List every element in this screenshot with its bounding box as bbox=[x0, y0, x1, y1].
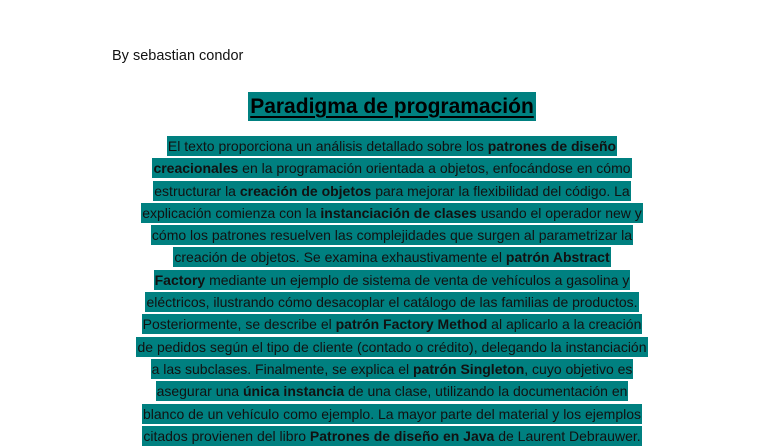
paragraph-line bbox=[0, 292, 784, 314]
title-container bbox=[0, 92, 784, 121]
highlighted-text bbox=[142, 426, 641, 446]
text-run: Posteriormente, se describe el bbox=[142, 316, 336, 333]
paragraph-line bbox=[0, 225, 784, 247]
paragraph-line bbox=[0, 247, 784, 269]
text-run: de pedidos según el tipo de cliente (contado o crédito), delegando la instanciación bbox=[137, 338, 647, 355]
paragraph-line bbox=[0, 314, 784, 336]
text-run: explicación comienza con la bbox=[142, 204, 321, 221]
paragraph-line bbox=[0, 426, 784, 448]
bold-term: creación de objetos bbox=[239, 182, 372, 199]
highlighted-text bbox=[136, 337, 647, 357]
highlighted-text bbox=[151, 359, 634, 379]
bold-term: patrón Singleton bbox=[413, 360, 525, 377]
paragraph-line bbox=[0, 158, 784, 180]
bold-term: Patrones de diseño en Java bbox=[309, 427, 495, 444]
bold-term: patrón Abstract bbox=[505, 249, 610, 266]
paragraph-line bbox=[0, 136, 784, 158]
highlighted-text bbox=[173, 247, 610, 267]
paragraph-line bbox=[0, 359, 784, 381]
bold-term: patrón Factory Method bbox=[335, 316, 488, 333]
text-run: a las subclases. Finalmente, se explica el bbox=[151, 360, 414, 377]
text-run: de Laurent Debrauwer. bbox=[494, 427, 641, 444]
paragraph-line bbox=[0, 181, 784, 203]
highlighted-text bbox=[154, 270, 631, 290]
highlighted-text bbox=[156, 381, 629, 401]
text-run: cómo los patrones resuelven las complejidades que surgen al parametrizar la bbox=[151, 227, 633, 244]
highlighted-text bbox=[145, 292, 638, 312]
text-run: de una clase, utilizando la documentación en bbox=[344, 383, 628, 400]
bold-term: única instancia bbox=[242, 383, 345, 400]
text-run: mediante un ejemplo de sistema de venta de vehículos a gasolina y bbox=[205, 271, 630, 288]
text-run: usando el operador new y bbox=[476, 204, 642, 221]
highlighted-text bbox=[141, 203, 643, 223]
summary-paragraph bbox=[0, 136, 784, 448]
highlighted-text bbox=[153, 181, 630, 201]
bold-term: Factory bbox=[154, 271, 206, 288]
text-run: asegurar una bbox=[156, 383, 243, 400]
text-run: al aplicarlo a la creación bbox=[487, 316, 642, 333]
paragraph-line bbox=[0, 337, 784, 359]
text-run: para mejorar la flexibilidad del código. La bbox=[371, 182, 630, 199]
text-run: citados provienen del libro bbox=[143, 427, 310, 444]
author-line: By sebastian condor bbox=[112, 48, 244, 64]
text-run: en la programación orientada a objetos, enfocándose en cómo bbox=[238, 160, 631, 177]
bold-term: patrones de diseño bbox=[487, 138, 617, 154]
document-title: Paradigma de programación bbox=[248, 92, 536, 121]
paragraph-line bbox=[0, 404, 784, 426]
bold-term: instanciación de clases bbox=[320, 204, 477, 221]
paragraph-line bbox=[0, 270, 784, 292]
highlighted-text bbox=[142, 404, 642, 424]
text-run: estructurar la bbox=[154, 182, 240, 199]
bold-term: creacionales bbox=[153, 160, 239, 177]
text-run: blanco de un vehículo como ejemplo. La mayor parte del material y los ejemplos bbox=[142, 405, 642, 422]
highlighted-text bbox=[152, 158, 631, 178]
text-run: eléctricos, ilustrando cómo desacoplar el catálogo de las familias de productos. bbox=[146, 294, 638, 311]
text-run: , cuyo objetivo es bbox=[524, 360, 633, 377]
highlighted-text bbox=[167, 136, 617, 156]
paragraph-line bbox=[0, 381, 784, 403]
highlighted-text bbox=[142, 314, 643, 334]
text-run: creación de objetos. Se examina exhaustivamente el bbox=[174, 249, 506, 266]
highlighted-text bbox=[151, 225, 633, 245]
text-run: El texto proporciona un análisis detallado sobre los bbox=[167, 138, 488, 154]
paragraph-line bbox=[0, 203, 784, 225]
